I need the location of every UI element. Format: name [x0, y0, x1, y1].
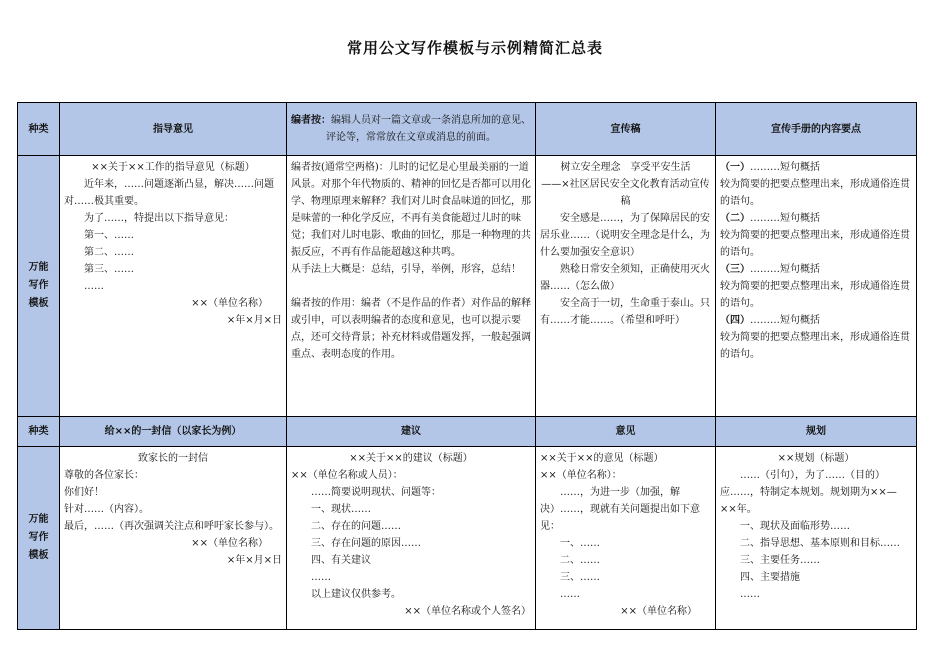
row-label-line: 写作 [28, 280, 49, 291]
brochure-point [720, 159, 912, 176]
plan-line: …… [740, 589, 760, 600]
suggestion-signature: ××（单位名称或个人签名） [404, 606, 531, 617]
suggestion-line: 四、有关建议 [311, 555, 371, 566]
opinion-line: 三、…… [560, 572, 600, 583]
suggestion-cell [287, 447, 536, 630]
letter-line: 你们好！ [64, 487, 104, 498]
guidance-line: 第三、…… [84, 264, 134, 275]
brochure-point-body: 较为简要的把要点整理出来，形成通俗连贯的语句。 [720, 332, 910, 360]
plan-line: 三、主要任务…… [740, 555, 820, 566]
brochure-point-title: ………短句概括 [750, 162, 820, 173]
brochure-point-label: （三） [720, 264, 750, 275]
brochure-point-title: ………短句概括 [750, 213, 820, 224]
editor-note-blank [291, 278, 531, 295]
brochure-point-body: 较为简要的把要点整理出来，形成通俗连贯的语句。 [720, 230, 910, 258]
header-kind: 种类 [18, 103, 60, 156]
editor-note-cell [287, 156, 536, 417]
publicity-cell [536, 156, 716, 417]
letter-line: 尊敬的各位家长： [64, 470, 144, 481]
opinion-title: ××关于××的意见（标题） [540, 453, 664, 464]
publicity-subtitle: ——×社区居民安全文化教育活动宣传稿 [541, 179, 710, 207]
editor-note-label: 编者按： [291, 115, 331, 126]
suggestion-line: ××（单位名称或人员）： [291, 470, 403, 481]
plan-line: 二、指导思想、基本原则和目标…… [740, 538, 900, 549]
header-editor-note [287, 103, 536, 156]
editor-note-paragraph: 编者按(通常空两格)：儿时的记忆是心里最美丽的一道风景。对那个年代物质的、精神的回忆是否都可以用化学、物理原理来解释？我们对儿时食品味道的回忆，那是味蕾的一种化学反应，不再有美食能超过儿时的味觉；我们对儿时电影、歌曲的回忆，那是一种物理的共振反应，不再有作品能超越这种共鸣。 [291, 162, 531, 258]
header-suggestion: 建议 [287, 417, 536, 447]
header-opinion: 意见 [536, 417, 716, 447]
row-label-1 [18, 156, 60, 417]
letter-cell [60, 447, 287, 630]
opinion-signature: ××（单位名称） [620, 606, 697, 617]
brochure-point [720, 210, 912, 227]
brochure-cell [716, 156, 917, 417]
brochure-point-title: ………短句概括 [750, 315, 820, 326]
opinion-line: 一、…… [560, 538, 600, 549]
suggestion-line: 三、存在问题的原因…… [311, 538, 421, 549]
publicity-paragraph: 熟稔日常安全须知，正确使用灭火器……（怎么做） [540, 264, 710, 292]
opinion-line: ……，为进一步（加强，解决）……，现就有关问题提出如下意见： [540, 487, 700, 532]
header-kind: 种类 [18, 417, 60, 447]
guidance-line: 为了……，特提出以下指导意见： [84, 213, 234, 224]
row-label-line: 万能 [28, 514, 49, 525]
suggestion-line: …… [311, 572, 331, 583]
brochure-point [720, 312, 912, 329]
guidance-line: …… [84, 281, 104, 292]
brochure-point-body: 较为简要的把要点整理出来，形成通俗连贯的语句。 [720, 179, 910, 207]
plan-line: 四、主要措施 [740, 572, 800, 583]
opinion-line: 二、…… [560, 555, 600, 566]
row-label-line: 模板 [28, 550, 49, 561]
letter-date: ×年×月×日 [226, 555, 282, 566]
header-row-2 [18, 417, 917, 447]
header-brochure: 宣传手册的内容要点 [716, 103, 917, 156]
guidance-line: 第一、…… [84, 230, 134, 241]
opinion-line: …… [560, 589, 580, 600]
suggestion-line: 一、现状…… [311, 504, 371, 515]
header-publicity: 宣传稿 [536, 103, 716, 156]
row-label-line: 万能 [28, 262, 49, 273]
row-label-line: 模板 [28, 298, 49, 309]
suggestion-line: 二、存在的问题…… [311, 521, 401, 532]
editor-note-paragraph: 从手法上大概是：总结，引导，举例，形容，总结！ [291, 264, 521, 275]
opinion-line: ××（单位名称）： [540, 470, 622, 481]
editor-note-desc: 编辑人员对一篇文章或一条消息所加的意见、评论等，常常放在文章或消息的前面。 [326, 115, 531, 143]
header-plan: 规划 [716, 417, 917, 447]
publicity-paragraph: 安全感是……，为了保障居民的安居乐业……（说明安全理念是什么，为什么要加强安全意识） [540, 213, 710, 258]
letter-signature: ××（单位名称） [191, 538, 268, 549]
guidance-cell [60, 156, 287, 417]
template-row-1 [18, 156, 917, 417]
publicity-title: 树立安全理念 享受平安生活 [560, 162, 691, 173]
page-title: 常用公文写作模板与示例精简汇总表 [346, 39, 603, 57]
brochure-point-label: （一） [720, 162, 750, 173]
template-table [17, 102, 917, 630]
brochure-point-title: ………短句概括 [750, 264, 820, 275]
plan-line: ……（引句），为了……（目的）应……，特制定本规划。规划期为××—××年。 [720, 470, 897, 515]
row-label-line: 写作 [28, 532, 49, 543]
guidance-line: 近年来，……问题逐渐凸显，解决……问题对……极其重要。 [64, 179, 274, 207]
guidance-title: ××关于××工作的指导意见（标题） [91, 162, 255, 173]
header-letter: 给××的一封信（以家长为例） [60, 417, 287, 447]
brochure-point [720, 261, 912, 278]
letter-line: 最后，……（再次强调关注点和呼吁家长参与）。 [64, 521, 279, 532]
row-label-2 [18, 447, 60, 630]
plan-title: ××规划（标题） [777, 453, 855, 464]
suggestion-line: 以上建议仅供参考。 [311, 589, 401, 600]
header-guidance: 指导意见 [60, 103, 287, 156]
letter-title: 致家长的一封信 [138, 453, 208, 464]
guidance-signature: ××（单位名称） [191, 298, 268, 309]
brochure-point-body: 较为简要的把要点整理出来，形成通俗连贯的语句。 [720, 281, 910, 309]
plan-cell [716, 447, 917, 630]
guidance-date: ×年×月×日 [226, 315, 282, 326]
header-row-1 [18, 103, 917, 156]
template-row-2 [18, 447, 917, 630]
suggestion-line: ……简要说明现状、问题等： [311, 487, 441, 498]
plan-line: 一、现状及面临形势…… [740, 521, 850, 532]
publicity-paragraph: 安全高于一切，生命重于泰山。只有……才能……。（希望和呼吁） [540, 298, 710, 326]
suggestion-title: ××关于××的建议（标题） [349, 453, 473, 464]
opinion-cell [536, 447, 716, 630]
brochure-point-label: （四） [720, 315, 750, 326]
letter-line: 针对……（内容）。 [64, 504, 149, 515]
editor-note-paragraph: 编者按的作用：编者（不是作品的作者）对作品的解释或引申，可以表明编者的态度和意见，也可以提示要点，还可交待背景；补充材料或借题发挥，一般起强调重点、表明态度的作用。 [291, 298, 531, 360]
guidance-line: 第二、…… [84, 247, 134, 258]
brochure-point-label: （二） [720, 213, 750, 224]
